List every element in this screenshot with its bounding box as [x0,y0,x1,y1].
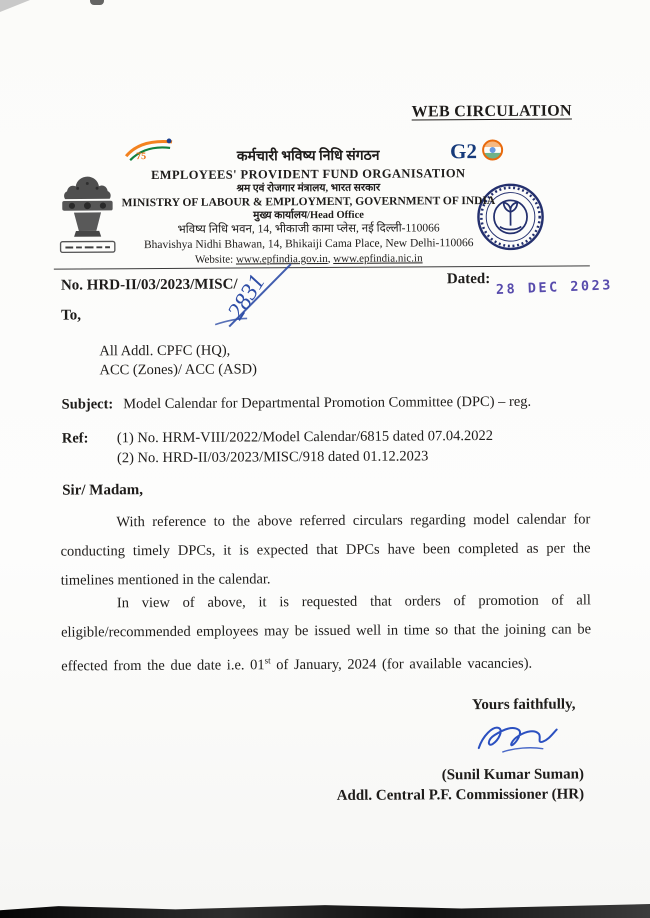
date-stamp: 28 DEC 2023 [495,277,614,298]
body-paragraph-2 [61,586,592,681]
address-hindi: भविष्य निधि भवन, 14, भीकाजी कामा प्लेस, नई दिल्ली-110066 [177,222,440,236]
website-label: Website: [194,253,234,266]
handwritten-number-text: 2831 [222,269,271,325]
ministry-name-english: MINISTRY OF LABOUR & EMPLOYMENT, GOVERNMENT OF INDIA [121,194,496,210]
signatory-designation: Addl. Central P.F. Commissioner (HR) [336,786,585,804]
subject-label: Subject: [61,396,114,413]
dated-label: Dated: [446,270,491,288]
handwritten-dispatch-number [193,260,305,333]
subject-text: Model Calendar for Departmental Promotion Committee (DPC) – reg. [123,393,532,413]
national-emblem-icon [56,171,119,257]
handwritten-signature [472,718,564,761]
scan-ink-speck [90,0,104,5]
website-separator: , [327,252,334,265]
ref-label: Ref: [61,430,89,447]
org-name-english: EMPLOYEES' PROVIDENT FUND ORGANISATION [151,166,466,183]
head-office-line: मुख्य कार्यालय/Head Office [253,209,364,222]
to-label: To, [61,307,82,324]
org-name-hindi: कर्मचारी भविष्य निधि संगठन [236,148,380,165]
ministry-name-hindi: श्रम एवं रोजगार मंत्रालय, भारत सरकार [236,182,381,195]
letterhead [116,147,501,268]
ref-item-2: (2) No. HRD-II/03/2023/MISC/918 dated 01.12.2023 [116,448,429,467]
website-link-gov[interactable]: www.epfindia.gov.in [235,252,328,266]
address-english: Bhavishya Nidhi Bhawan, 14, Bhikaiji Cama Place, New Delhi-110066 [143,237,474,252]
signature-block [336,696,584,806]
closing-line: Yours faithfully, [472,696,576,714]
paragraph-2-text: In view of above, it is requested that orders of promotion of all eligible/recommended employees may be issued well in time so that the joining can be effected from the due date i.e. 01 [61,592,592,675]
signatory-name: (Sunil Kumar Suman) [441,766,584,784]
web-circulation-heading: WEB CIRCULATION [411,102,572,121]
website-link-nic[interactable]: www.epfindia.nic.in [333,252,423,265]
ref-item-1: (1) No. HRM-VIII/2022/Model Calendar/6815 dated 07.04.2022 [116,427,494,447]
body-paragraph-1: With reference to the above referred circulars regarding model calendar for conducting timely DPCs, it is expected that DPCs have been completed as per the timelines mentioned in the calendar. [60,511,591,589]
salutation: Sir/ Madam, [62,482,144,499]
subject-line [62,393,594,413]
paragraph-2-ordinal-superscript: st [264,655,271,666]
azadi-75-text: 75 [136,151,147,163]
paragraph-2-text-end: of January, 2024 (for available vacancies). [270,655,533,674]
recipient-line-1: All Addl. CPFC (HQ), [99,342,231,360]
letter-number: No. HRD-II/03/2023/MISC/ [60,276,238,294]
recipient-line-2: ACC (Zones)/ ACC (ASD) [99,361,258,379]
g20-text: G2 [450,139,478,164]
